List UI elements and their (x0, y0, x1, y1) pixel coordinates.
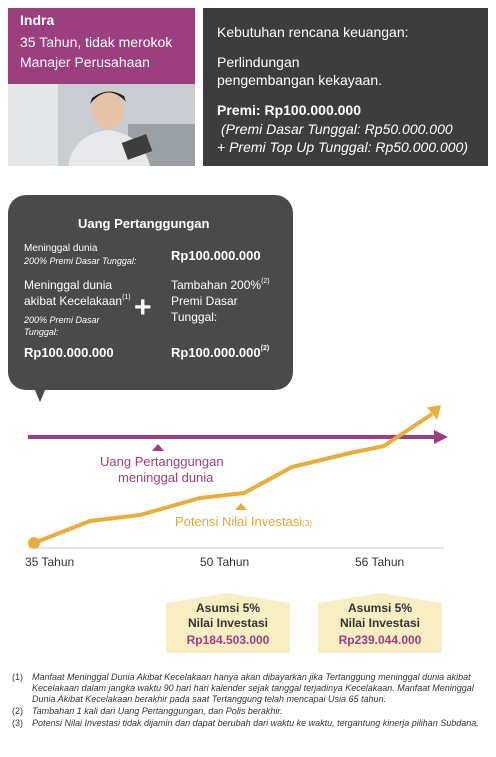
footnote-ref-1: (1) (122, 294, 131, 301)
assumption-box-56 (320, 601, 440, 648)
death-value: Rp100.000.000 (171, 248, 261, 263)
assumption-box-50 (168, 601, 288, 648)
footnotes (12, 672, 488, 730)
assumption-label: Nilai Investasi (339, 616, 421, 630)
sum-assured-arrowhead (434, 430, 448, 444)
footnote-ref-2b: (2) (260, 345, 270, 352)
death-sublabel: 200% Premi Dasar Tunggal: (24, 256, 137, 266)
extra-label-2: Premi Dasar (171, 294, 238, 308)
profile-photo (8, 84, 195, 166)
assumption-rate: Asumsi 5% (195, 601, 261, 615)
needs-heading: Kebutuhan rencana keuangan: (217, 24, 409, 40)
investment-pointer (235, 503, 247, 510)
age-label-50: 50 Tahun (200, 555, 250, 569)
sum-assured-pointer (152, 444, 164, 451)
profile-card (8, 8, 195, 166)
footnote-1: (1) Manfaat Meninggal Dunia Akibat Kecelakaan hanya akan dibayarkan jika Tertanggung meninggal dunia akibat Kecelakaan dalam jangka waktu 90 hari hari kalender sejak tanggal terjadinya Kecelakaan. Manfaat Meninggal Dunia Akibat Kecelakaan berakhir pada saat Tertanggung telah mencapai Usia 65 tahun. (12, 672, 474, 704)
death-label: Meninggal dunia (24, 243, 98, 254)
age-label-35: 35 Tahun (25, 555, 75, 569)
extra-label-1: Tambahan 200%$^{(2)}$ (171, 278, 270, 292)
investment-start-point (28, 537, 40, 549)
need-wealth: pengembangan kekayaan. (217, 72, 383, 88)
footnote-ref-3: (3) (302, 519, 312, 528)
investment-label: Potensi Nilai Investasi(3) (175, 514, 312, 529)
profile-name: Indra (20, 12, 55, 28)
profile-age: 35 Tahun, tidak merokok (20, 34, 173, 50)
footnote-ref-2: (2) (261, 278, 270, 285)
footnote-2: (2) Tambahan 1 kali dari Uang Pertanggungan, dan Polis berakhir. (12, 706, 283, 716)
assumption-amount: Rp239.044.000 (338, 633, 422, 647)
accident-sublabel-2: Tunggal: (24, 327, 59, 337)
premium-total: Premi: Rp100.000.000 (217, 102, 361, 118)
accident-label-2: akibat Kecelakaan$^{(1)}$ (24, 294, 131, 308)
header (8, 8, 488, 166)
assumption-amount: Rp184.503.000 (186, 633, 270, 647)
extra-value: Rp100.000.000$^{(2)}$ (171, 345, 270, 360)
premium-basic: (Premi Dasar Tunggal: Rp50.000.000 (221, 121, 453, 137)
investment-arrowhead (427, 405, 443, 421)
accident-value: Rp100.000.000 (24, 345, 114, 360)
accident-label-1: Meninggal dunia (24, 278, 113, 292)
sum-assured-label-2: meninggal dunia (118, 470, 214, 485)
assumption-label: Nilai Investasi (187, 616, 269, 630)
sum-assured-bubble (8, 195, 293, 390)
financial-needs-box (203, 8, 488, 166)
footnote-3: (3) Potensi Nilai Investasi tidak dijamin dan dapat berubah dari waktu ke waktu, tergantung kinerja pilihan Subdana. (12, 718, 479, 728)
plus-icon: + (134, 291, 152, 324)
extra-label-3: Tunggal: (171, 310, 218, 324)
assumption-rate: Asumsi 5% (347, 601, 413, 615)
premium-topup: + Premi Top Up Tunggal: Rp50.000.000) (217, 139, 468, 155)
age-label-56: 56 Tahun (355, 555, 405, 569)
sum-assured-label-1: Uang Pertanggungan (100, 454, 224, 469)
accident-sublabel-1: 200% Premi Dasar (24, 315, 100, 325)
bubble-title: Uang Pertanggungan (78, 216, 210, 231)
profile-job: Manajer Perusahaan (20, 54, 150, 70)
need-protection: Perlindungan (217, 54, 300, 70)
